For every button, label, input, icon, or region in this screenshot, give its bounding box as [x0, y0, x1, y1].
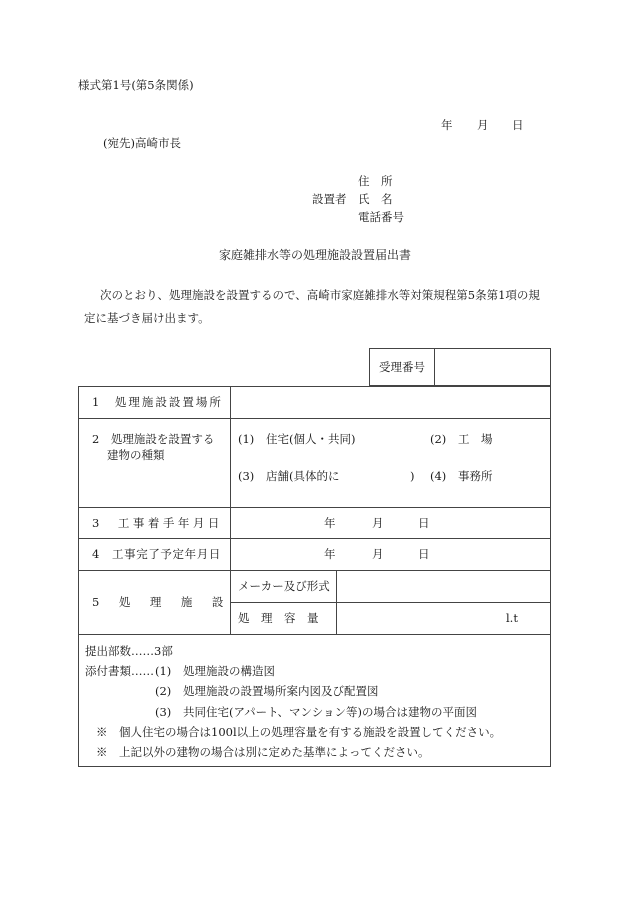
attachment-2-text: 処理施設の設置場所案内図及び配置図 — [183, 684, 379, 698]
attachment-1-text: 処理施設の構造図 — [183, 664, 275, 678]
building-type-label-line1: 2 処理施設を設置する — [92, 432, 215, 446]
capacity-unit: l.t — [506, 611, 518, 625]
attachment-2-num: (2) — [155, 684, 172, 698]
row-divider — [78, 418, 551, 419]
label-column-divider — [230, 386, 231, 634]
body-text-line2: 定に基づき届け出ます。 — [84, 311, 210, 325]
attachment-1-num: (1) — [155, 664, 172, 678]
option-office[interactable]: 事務所 — [458, 469, 493, 483]
building-type-label-line2: 建物の種類 — [107, 448, 165, 462]
attachment-3-num: (3) — [155, 705, 172, 719]
row-divider — [78, 538, 551, 539]
start-date-year[interactable]: 年 — [324, 516, 336, 530]
capacity-label: 処 理 容 量 — [238, 611, 319, 625]
start-date-month[interactable]: 月 — [372, 516, 384, 530]
remark-1: ※ 個人住宅の場合は100l以上の処理容量を有する施設を設置してください。 — [96, 725, 502, 739]
document-title: 家庭雑排水等の処理施設設置届出書 — [218, 248, 411, 262]
date-day-label: 日 — [512, 118, 524, 132]
option-2-num: (2) — [430, 432, 447, 446]
date-year-label: 年 — [441, 118, 453, 132]
store-detail-close-paren: ) — [410, 469, 415, 483]
address-label: 住 所 — [358, 174, 393, 188]
row-divider — [78, 570, 551, 571]
option-4-num: (4) — [430, 469, 447, 483]
phone-label: 電話番号 — [358, 210, 404, 224]
attachments-prefix: 添付書類…… — [85, 664, 154, 678]
option-store[interactable]: 店舗(具体的に — [266, 469, 340, 483]
start-date-day[interactable]: 日 — [418, 516, 430, 530]
facility-label: 5 処 理 施 設 — [92, 595, 228, 609]
form-id: 様式第1号(第5条関係) — [78, 78, 194, 92]
name-label: 氏 名 — [358, 192, 393, 206]
attachment-3-text: 共同住宅(アパート、マンション等)の場合は建物の平面図 — [183, 705, 477, 719]
row-divider — [78, 507, 551, 508]
facility-sub-divider — [230, 602, 551, 603]
remark-2: ※ 上記以外の建物の場合は別に定めた基準によってください。 — [96, 745, 430, 759]
applicant-role: 設置者 — [312, 192, 347, 206]
option-residence[interactable]: 住宅(個人・共同) — [266, 432, 356, 446]
end-date-label: 4 工事完了予定年月日 — [92, 547, 221, 561]
facility-column-divider — [336, 570, 337, 634]
end-date-year[interactable]: 年 — [324, 547, 336, 561]
option-1-num: (1) — [238, 432, 255, 446]
date-month-label: 月 — [477, 118, 489, 132]
reception-label: 受理番号 — [379, 360, 425, 374]
option-factory[interactable]: 工 場 — [458, 432, 493, 446]
end-date-month[interactable]: 月 — [372, 547, 384, 561]
end-date-day[interactable]: 日 — [418, 547, 430, 561]
location-label: 1 処理施設設置場所 — [92, 395, 223, 409]
maker-label: メーカー及び形式 — [238, 579, 330, 593]
reception-divider — [434, 348, 435, 386]
row-divider — [78, 634, 551, 635]
option-3-num: (3) — [238, 469, 255, 483]
copies-note: 提出部数……3部 — [85, 644, 173, 658]
addressee: (宛先)高崎市長 — [103, 136, 181, 150]
body-text-line1: 次のとおり、処理施設を設置するので、高崎市家庭雑排水等対策規程第5条第1項の規 — [100, 288, 540, 302]
start-date-label: 3 工事着手年月日 — [92, 516, 223, 530]
